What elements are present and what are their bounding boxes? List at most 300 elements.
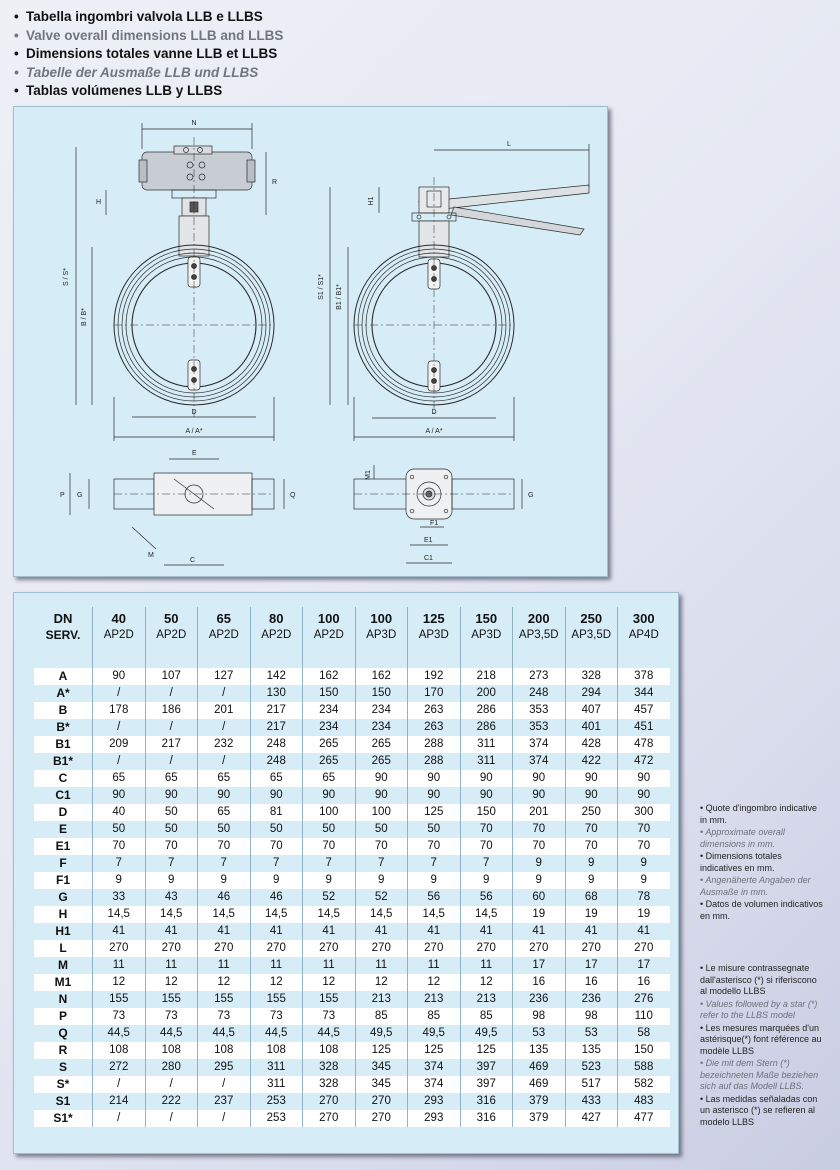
table-cell: 65 [198, 804, 251, 821]
table-cell: 270 [198, 940, 251, 957]
table-cell: 40 [93, 804, 146, 821]
table-cell: 73 [303, 1008, 356, 1025]
table-cell: 401 [565, 719, 618, 736]
header-serv-cell: AP2D [145, 627, 198, 645]
header-dn-cell: 150 [460, 607, 513, 627]
header-dn-cell: 100 [303, 607, 356, 627]
table-cell: 9 [513, 872, 566, 889]
table-cell: 234 [303, 702, 356, 719]
table-cell: 49,5 [355, 1025, 408, 1042]
note-bullet: • [700, 1022, 704, 1033]
table-cell: 14,5 [198, 906, 251, 923]
row-label: H1 [55, 924, 71, 938]
label-N: N [191, 120, 197, 127]
actuator-valve-top-view [60, 450, 296, 565]
header-serv-cell: AP3D [408, 627, 461, 645]
note-bullet: • [700, 827, 704, 837]
table-cell: 214 [93, 1093, 146, 1110]
label-B-B: B / B* [81, 308, 88, 326]
header-row-serv [34, 627, 670, 645]
table-cell: 472 [618, 753, 670, 770]
table-cell: 288 [408, 736, 461, 753]
table-cell: 162 [355, 668, 408, 685]
table-cell: 9 [565, 855, 618, 872]
table-cell: 483 [618, 1093, 670, 1110]
table-cell: 588 [618, 1059, 670, 1076]
table-cell: 70 [93, 838, 146, 855]
table-cell: 11 [303, 957, 356, 974]
table-cell: 70 [565, 821, 618, 838]
table-cell: / [198, 685, 251, 702]
table-cell: 70 [618, 838, 670, 855]
table-cell: 12 [250, 974, 303, 991]
table-cell: 270 [355, 940, 408, 957]
table-cell: / [198, 1110, 251, 1127]
table-cell: 70 [303, 838, 356, 855]
table-cell: 248 [513, 685, 566, 702]
table-cell: 19 [513, 906, 566, 923]
row-label: L [34, 940, 93, 957]
note-bullet: • [700, 963, 704, 973]
table-cell: 50 [198, 821, 251, 838]
table-cell: 523 [565, 1059, 618, 1076]
table-cell: 70 [198, 838, 251, 855]
title-de: • Tabelle der Ausmaße LLB und LLBS [14, 64, 259, 80]
table-cell: 90 [303, 787, 356, 804]
spacer-cell [513, 645, 566, 668]
table-cell: 288 [408, 753, 461, 770]
table-cell: 9 [460, 872, 513, 889]
header-serv-label: SERV. [45, 628, 81, 642]
table-cell: / [93, 1110, 146, 1127]
table-cell: 9 [198, 872, 251, 889]
row-label: Q [58, 1026, 68, 1040]
note-text: Quote d'ingombro indicative in mm. [700, 803, 817, 825]
table-cell: 7 [408, 855, 461, 872]
row-label: S1 [55, 1094, 71, 1108]
table-cell: 44,5 [303, 1025, 356, 1042]
table-cell: 90 [618, 770, 670, 787]
table-cell: 73 [93, 1008, 146, 1025]
table-cell: 46 [250, 889, 303, 906]
table-cell: 7 [355, 855, 408, 872]
table-row [34, 957, 670, 974]
label-G-right: G [528, 492, 534, 499]
table-cell: 85 [408, 1008, 461, 1025]
label-M1: M1 [365, 470, 372, 480]
row-label: P [34, 1008, 93, 1025]
table-cell: 100 [303, 804, 356, 821]
table-cell: / [145, 685, 198, 702]
header-serv-cell: AP2D [250, 627, 303, 645]
table-row [34, 804, 670, 821]
table-row [34, 719, 670, 736]
table-row [34, 1110, 670, 1127]
row-label: F [59, 856, 67, 870]
table-row [34, 821, 670, 838]
table-cell: 353 [513, 719, 566, 736]
table-cell: 276 [618, 991, 670, 1008]
table-cell: 236 [513, 991, 566, 1008]
table-cell: 270 [303, 1093, 356, 1110]
header-dn-label: DN [53, 611, 73, 626]
table-cell: 14,5 [460, 906, 513, 923]
label-B1-B1: B1 / B1* [336, 284, 343, 310]
table-cell: 155 [198, 991, 251, 1008]
table-row [34, 889, 670, 906]
table-cell: 41 [355, 923, 408, 940]
table-row [34, 923, 670, 940]
header-spacer-row [34, 645, 670, 668]
table-cell: 9 [355, 872, 408, 889]
table-cell: 422 [565, 753, 618, 770]
table-cell: 316 [460, 1110, 513, 1127]
table-cell: 90 [408, 770, 461, 787]
row-label: B [34, 702, 93, 719]
table-cell: 316 [460, 1093, 513, 1110]
table-cell: 90 [513, 770, 566, 787]
spacer-cell [145, 645, 198, 668]
table-cell: 19 [565, 906, 618, 923]
table-cell: 12 [93, 974, 146, 991]
note-item [700, 851, 826, 874]
table-cell: 155 [145, 991, 198, 1008]
label-E: E [192, 450, 197, 457]
label-D-right: D [431, 409, 437, 416]
table-cell: 135 [513, 1042, 566, 1059]
row-label: H [34, 906, 93, 923]
table-cell: 70 [460, 821, 513, 838]
note-item [700, 827, 826, 850]
table-cell: 90 [513, 787, 566, 804]
table-cell: 433 [565, 1093, 618, 1110]
table-cell: 9 [145, 872, 198, 889]
table-cell: / [145, 719, 198, 736]
table-cell: 70 [250, 838, 303, 855]
table-cell: 9 [303, 872, 356, 889]
table-cell: 263 [408, 702, 461, 719]
table-cell: 90 [460, 787, 513, 804]
table-cell: 248 [250, 736, 303, 753]
label-Q: Q [290, 492, 296, 499]
table-cell: / [198, 719, 251, 736]
notes-llbs [700, 963, 826, 1129]
table-cell: 98 [513, 1008, 566, 1025]
table-cell: 328 [303, 1059, 356, 1076]
row-label: R [34, 1042, 93, 1059]
table-cell: 16 [618, 974, 670, 991]
table-cell: 270 [250, 940, 303, 957]
valve-drawing [14, 107, 607, 576]
table-cell: 107 [145, 668, 198, 685]
table-cell: 90 [145, 787, 198, 804]
table-cell: 155 [93, 991, 146, 1008]
table-cell: 70 [618, 821, 670, 838]
table-cell: 234 [355, 702, 408, 719]
title-it: • Tabella ingombri valvola LLB e LLBS [14, 9, 263, 24]
table-cell: 41 [250, 923, 303, 940]
table-cell: 293 [408, 1093, 461, 1110]
table-cell: 345 [355, 1076, 408, 1093]
table-cell: 294 [565, 685, 618, 702]
table-cell: 41 [145, 923, 198, 940]
note-item [700, 899, 826, 922]
table-cell: 178 [93, 702, 146, 719]
header-serv-cell: AP2D [93, 627, 146, 645]
table-cell: 11 [250, 957, 303, 974]
label-S-S: S / S* [63, 268, 70, 286]
table-cell: 213 [355, 991, 408, 1008]
table-cell: 222 [145, 1093, 198, 1110]
table-cell: 41 [513, 923, 566, 940]
table-cell: 14,5 [355, 906, 408, 923]
table-row [34, 991, 670, 1008]
table-cell: 135 [565, 1042, 618, 1059]
table-row [34, 668, 670, 685]
table-cell: 44,5 [250, 1025, 303, 1042]
table-cell: 270 [303, 940, 356, 957]
title-en: • Valve overall dimensions LLB and LLBS [14, 27, 284, 43]
table-cell: 65 [145, 770, 198, 787]
table-cell: 41 [408, 923, 461, 940]
row-label: S [58, 1060, 67, 1074]
table-cell: 68 [565, 889, 618, 906]
table-cell: 270 [408, 940, 461, 957]
table-cell: 270 [618, 940, 670, 957]
header-serv-cell: AP2D [198, 627, 251, 645]
label-C: C [190, 557, 196, 564]
title-list [14, 8, 283, 101]
table-row [34, 838, 670, 855]
table-cell: 273 [513, 668, 566, 685]
table-cell: 218 [460, 668, 513, 685]
table-cell: 90 [250, 787, 303, 804]
label-A-A: A / A* [185, 428, 203, 435]
row-label: B1 [34, 736, 93, 753]
table-cell: 7 [250, 855, 303, 872]
table-cell: / [93, 685, 146, 702]
header-serv-cell: AP3,5D [513, 627, 566, 645]
table-cell: 295 [198, 1059, 251, 1076]
row-label: M1 [34, 974, 93, 991]
note-text: Angenäherte Angaben der Ausmaße in mm. [700, 875, 811, 897]
table-cell: 407 [565, 702, 618, 719]
table-cell: 14,5 [93, 906, 146, 923]
table-cell: 201 [513, 804, 566, 821]
table-cell: 150 [355, 685, 408, 702]
table-cell: 52 [303, 889, 356, 906]
table-cell: 65 [303, 770, 356, 787]
table-row [34, 872, 670, 889]
table-row [34, 940, 670, 957]
table-cell: 90 [460, 770, 513, 787]
table-cell: 353 [513, 702, 566, 719]
spacer-cell [250, 645, 303, 668]
note-item [700, 1023, 826, 1058]
spacer-cell [34, 645, 93, 668]
table-cell: 12 [145, 974, 198, 991]
table-cell: 90 [565, 770, 618, 787]
spacer-cell [618, 645, 670, 668]
table-cell: 237 [198, 1093, 251, 1110]
table-cell: 253 [250, 1093, 303, 1110]
header-dn-cell: 200 [513, 607, 566, 627]
table-cell: 232 [198, 736, 251, 753]
note-item [700, 1094, 826, 1129]
row-label: D [34, 804, 93, 821]
spacer-cell [93, 645, 146, 668]
table-row [34, 974, 670, 991]
table-cell: 41 [303, 923, 356, 940]
table-cell: 457 [618, 702, 670, 719]
table-cell: 14,5 [408, 906, 461, 923]
table-cell: 582 [618, 1076, 670, 1093]
header-row-dn [34, 607, 670, 627]
table-cell: 41 [618, 923, 670, 940]
table-cell: 50 [303, 821, 356, 838]
table-cell: 374 [408, 1076, 461, 1093]
table-cell: / [145, 753, 198, 770]
table-row [34, 770, 670, 787]
table-cell: 108 [303, 1042, 356, 1059]
note-text: Die mit dem Stern (*) bezeichneten Maße beziehen sich auf das Modell LLBS. [700, 1058, 819, 1091]
table-cell: 50 [145, 804, 198, 821]
spacer-cell [460, 645, 513, 668]
table-cell: 7 [460, 855, 513, 872]
table-cell: 253 [250, 1110, 303, 1127]
table-cell: 469 [513, 1059, 566, 1076]
table-cell: 374 [513, 753, 566, 770]
table-cell: 108 [198, 1042, 251, 1059]
label-A-A-right: A / A* [425, 428, 443, 435]
table-cell: 100 [355, 804, 408, 821]
header-dn-cell: 125 [408, 607, 461, 627]
table-row [34, 702, 670, 719]
table-cell: 98 [565, 1008, 618, 1025]
table-cell: 17 [513, 957, 566, 974]
table-cell: 170 [408, 685, 461, 702]
table-cell: 378 [618, 668, 670, 685]
table-cell: 142 [250, 668, 303, 685]
label-S1-S1: S1 / S1* [318, 274, 325, 300]
table-cell: 44,5 [198, 1025, 251, 1042]
table-cell: 311 [250, 1059, 303, 1076]
table-cell: 12 [408, 974, 461, 991]
row-label: E [58, 822, 67, 836]
note-text: Les mesures marquées d'un astérisque(*) font référence au modèle LLBS [700, 1022, 822, 1056]
table-cell: 248 [250, 753, 303, 770]
table-cell: 213 [460, 991, 513, 1008]
table-row [34, 1008, 670, 1025]
notes-dimensions [700, 803, 826, 923]
table-cell: 90 [355, 770, 408, 787]
table-cell: 12 [303, 974, 356, 991]
table-cell: 379 [513, 1093, 566, 1110]
table-cell: 12 [198, 974, 251, 991]
note-bullet: • [700, 1058, 704, 1068]
table-row [34, 1093, 670, 1110]
header-dn-cell: 65 [198, 607, 251, 627]
actuator-valve-front-view [63, 120, 277, 441]
table-cell: 70 [460, 838, 513, 855]
table-cell: / [198, 1076, 251, 1093]
label-F1: F1 [430, 520, 439, 527]
table-row [34, 736, 670, 753]
table-cell: 374 [513, 736, 566, 753]
table-cell: / [93, 719, 146, 736]
table-cell: 52 [355, 889, 408, 906]
table-cell: 90 [355, 787, 408, 804]
dimension-table [34, 607, 670, 1127]
table-cell: 11 [198, 957, 251, 974]
table-cell: 192 [408, 668, 461, 685]
table-cell: 478 [618, 736, 670, 753]
table-cell: 81 [250, 804, 303, 821]
note-bullet: • [700, 875, 704, 885]
table-cell: 50 [93, 821, 146, 838]
table-cell: 162 [303, 668, 356, 685]
label-D: D [191, 409, 197, 416]
table-cell: 33 [93, 889, 146, 906]
table-cell: 234 [303, 719, 356, 736]
table-cell: 477 [618, 1110, 670, 1127]
header-serv-cell: AP3,5D [565, 627, 618, 645]
table-cell: 250 [565, 804, 618, 821]
label-E1: E1 [424, 537, 433, 544]
table-cell: 19 [618, 906, 670, 923]
table-cell: 73 [250, 1008, 303, 1025]
table-cell: 58 [618, 1025, 670, 1042]
table-cell: 9 [408, 872, 461, 889]
table-cell: 125 [460, 1042, 513, 1059]
note-text: Approximate overall dimensions in mm. [700, 827, 785, 849]
table-cell: 11 [145, 957, 198, 974]
note-text: Dimensions totales indicatives en mm. [700, 851, 782, 873]
row-label: F1 [34, 872, 93, 889]
table-cell: 108 [250, 1042, 303, 1059]
dimension-table-panel [13, 592, 679, 1154]
table-cell: 280 [145, 1059, 198, 1076]
table-cell: 41 [93, 923, 146, 940]
table-cell: 17 [565, 957, 618, 974]
table-row [34, 1042, 670, 1059]
table-cell: / [198, 753, 251, 770]
table-cell: 70 [145, 838, 198, 855]
spacer-cell [198, 645, 251, 668]
row-label: S1* [34, 1110, 93, 1127]
table-cell: 7 [145, 855, 198, 872]
row-label: A* [56, 686, 70, 700]
label-M: M [148, 552, 154, 559]
table-cell: 85 [355, 1008, 408, 1025]
table-cell: 379 [513, 1110, 566, 1127]
table-cell: 53 [565, 1025, 618, 1042]
row-label: C1 [55, 788, 71, 802]
table-cell: 150 [460, 804, 513, 821]
table-cell: 85 [460, 1008, 513, 1025]
table-cell: 90 [565, 787, 618, 804]
table-row [34, 685, 670, 702]
table-cell: / [145, 1076, 198, 1093]
note-bullet: • [700, 851, 704, 861]
table-cell: 11 [408, 957, 461, 974]
header-dn-cell: 80 [250, 607, 303, 627]
table-cell: 451 [618, 719, 670, 736]
table-cell: 14,5 [250, 906, 303, 923]
table-cell: 108 [145, 1042, 198, 1059]
table-cell: 265 [303, 736, 356, 753]
lever-valve-front-view [318, 141, 589, 441]
